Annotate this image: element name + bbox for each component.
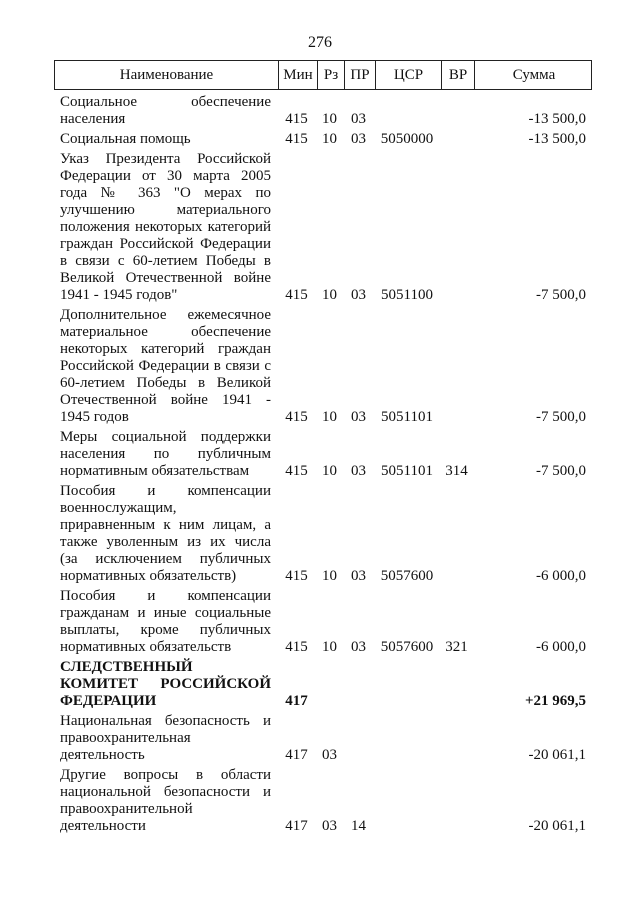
cell-sum: -6 000,0 [536, 639, 586, 655]
cell-sum: -13 500,0 [528, 111, 586, 127]
cell-pr: 14 [351, 818, 366, 834]
table-body [54, 94, 592, 838]
cell-name: Национальная безопасность и правоохранительная деятельность [60, 713, 271, 763]
cell-min: 415 [285, 287, 308, 303]
cell-csr: 5051100 [381, 287, 433, 303]
cell-sum: -20 061,1 [528, 747, 586, 763]
table-row [54, 713, 592, 764]
cell-sum: -7 500,0 [536, 287, 586, 303]
cell-sum: -7 500,0 [536, 409, 586, 425]
cell-min: 415 [285, 639, 308, 655]
cell-min: 415 [285, 111, 308, 127]
cell-name: Указ Президента Российской Федерации от 30 марта 2005 года № 363 "О мерах по улучшению материального положения некоторых категорий граждан Российской Федерации в связи с 60-летием Победы в Великой Отечественной войне 1941 - 1945 годов" [60, 151, 271, 303]
cell-min: 415 [285, 131, 308, 147]
cell-min: 417 [285, 693, 308, 709]
cell-name: Дополнительное ежемесячное материальное обеспечение некоторых категорий граждан Российской Федерации в связи с 60-летием Победы в Великой Отечественной войне 1941 - 1945 годов [60, 307, 271, 425]
cell-rz: 10 [322, 111, 337, 127]
cell-pr: 03 [351, 287, 366, 303]
cell-name: Пособия и компенсации гражданам и иные социальные выплаты, кроме публичных нормативных обязательств [60, 588, 271, 655]
cell-min: 415 [285, 568, 308, 584]
page-number: 276 [308, 34, 332, 51]
header-sum: Сумма [474, 61, 593, 89]
cell-rz: 10 [322, 639, 337, 655]
cell-csr: 5050000 [380, 131, 434, 147]
header-vr: ВР [441, 61, 474, 89]
cell-pr: 03 [351, 409, 366, 425]
cell-rz: 10 [322, 131, 337, 147]
cell-rz: 03 [322, 747, 337, 763]
cell-min: 417 [285, 818, 308, 834]
cell-csr: 5057600 [380, 568, 434, 584]
table-row [54, 588, 592, 656]
cell-min: 415 [285, 409, 308, 425]
cell-pr: 03 [351, 639, 366, 655]
cell-min: 417 [285, 747, 308, 763]
cell-pr: 03 [351, 131, 366, 147]
table-row [54, 94, 592, 128]
table-row [54, 151, 592, 304]
cell-sum: -20 061,1 [528, 818, 586, 834]
cell-csr: 5051101 [381, 409, 433, 425]
cell-csr: 5057600 [380, 639, 434, 655]
cell-sum: +21 969,5 [524, 693, 586, 709]
table-row [54, 659, 592, 710]
cell-pr: 03 [351, 568, 366, 584]
cell-rz: 10 [322, 568, 337, 584]
header-csr: ЦСР [375, 61, 441, 89]
cell-vr: 314 [445, 463, 468, 479]
cell-sum: -6 000,0 [536, 568, 586, 584]
table-row [54, 307, 592, 426]
cell-rz: 10 [322, 409, 337, 425]
cell-csr: 5051101 [381, 463, 433, 479]
cell-name: Меры социальной поддержки населения по публичным нормативным обязательствам [60, 429, 271, 479]
cell-name: Социальная помощь [60, 131, 191, 147]
header-pr: ПР [344, 61, 375, 89]
table-row [54, 429, 592, 480]
cell-name: Пособия и компенсации военнослужащим, приравненным к ним лицам, а также уволенным из их числа (за исключением публичных нормативных обязательств) [60, 483, 271, 584]
cell-sum: -13 500,0 [528, 131, 586, 147]
cell-rz: 10 [322, 463, 337, 479]
cell-min: 415 [285, 463, 308, 479]
table-row [54, 131, 592, 148]
cell-rz: 03 [322, 818, 337, 834]
cell-pr: 03 [351, 463, 366, 479]
header-name: Наименование [119, 66, 214, 83]
cell-name: Другие вопросы в области национальной безопасности и правоохранительной деятельности [60, 767, 271, 834]
table-row [54, 767, 592, 835]
table-header [54, 60, 592, 90]
cell-pr: 03 [351, 111, 366, 127]
table-row [54, 483, 592, 585]
cell-name: СЛЕДСТВЕННЫЙ КОМИТЕТ РОССИЙСКОЙ ФЕДЕРАЦИИ [60, 659, 271, 709]
cell-sum: -7 500,0 [536, 463, 586, 479]
cell-rz: 10 [322, 287, 337, 303]
cell-vr: 321 [445, 639, 468, 655]
cell-name: Социальное обеспечение населения [60, 94, 271, 127]
header-min: Мин [278, 61, 317, 89]
header-rz: Рз [317, 61, 344, 89]
